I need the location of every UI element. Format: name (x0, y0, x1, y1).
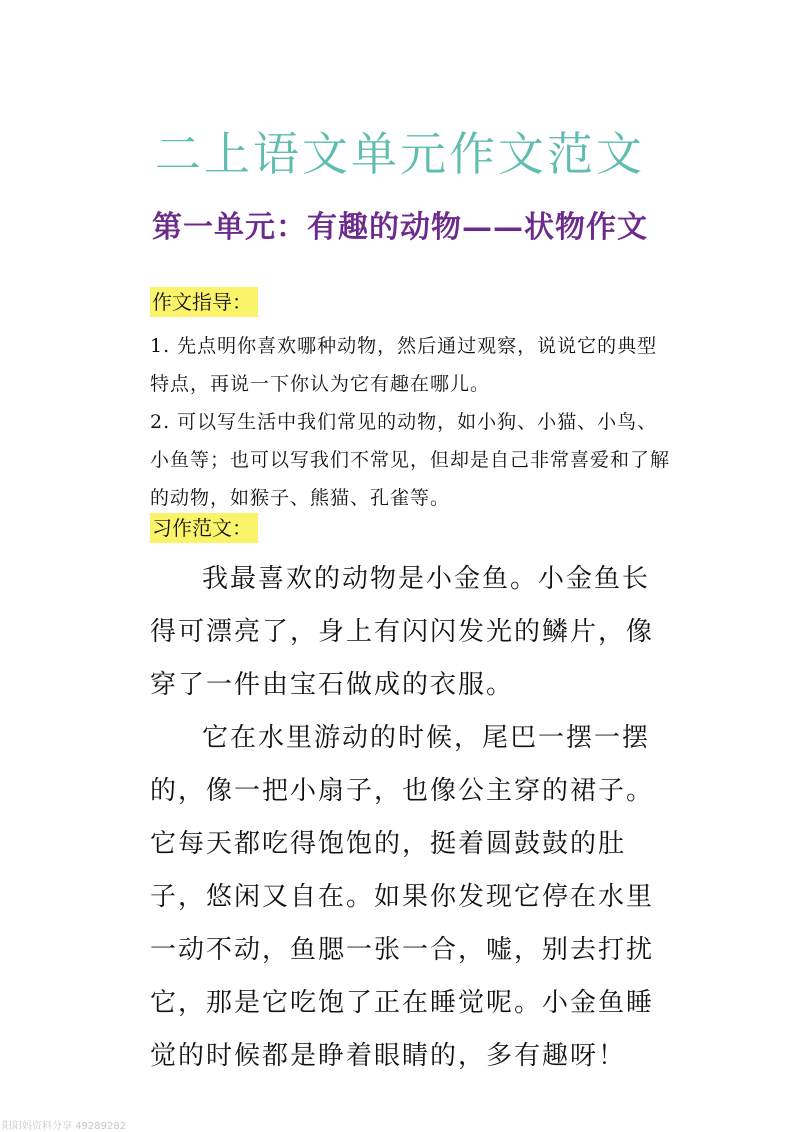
essay-body (150, 553, 670, 1083)
essay-paragraph: 它在水里游动的时候，尾巴一摆一摆的，像一把小扇子，也像公主穿的裙子。它每天都吃得饱饱的，挺着圆鼓鼓的肚子，悠闲又自在。如果你发现它停在水里一动不动，鱼腮一张一合，嘘，别去打扰它，那是它吃饱了正在睡觉呢。小金鱼睡觉的时候都是睁着眼睛的，多有趣呀！ (150, 723, 655, 1071)
watermark: 阳阳妈资料分享 49289282 (2, 1121, 127, 1132)
document-title: 二上语文单元作文范文 (155, 127, 645, 181)
guide-item: 1. 先点明你喜欢哪种动物，然后通过观察，说说它的典型特点，再说一下你认为它有趣在哪儿。 (150, 335, 658, 395)
guide-item: 2. 可以写生活中我们常见的动物，如小狗、小猫、小鸟、小鱼等；也可以写我们不常见，但却是自己非常喜爱和了解的动物，如猴子、熊猫、孔雀等。 (150, 411, 671, 509)
unit-subtitle: 第一单元：有趣的动物——状物作文 (152, 210, 648, 245)
essay-label: 习作范文： (150, 513, 258, 543)
essay-paragraph: 我最喜欢的动物是小金鱼。小金鱼长得可漂亮了，身上有闪闪发光的鳞片，像穿了一件由宝石做成的衣服。 (150, 564, 655, 700)
guide-label: 作文指导： (150, 287, 258, 317)
guide-text (150, 327, 670, 517)
